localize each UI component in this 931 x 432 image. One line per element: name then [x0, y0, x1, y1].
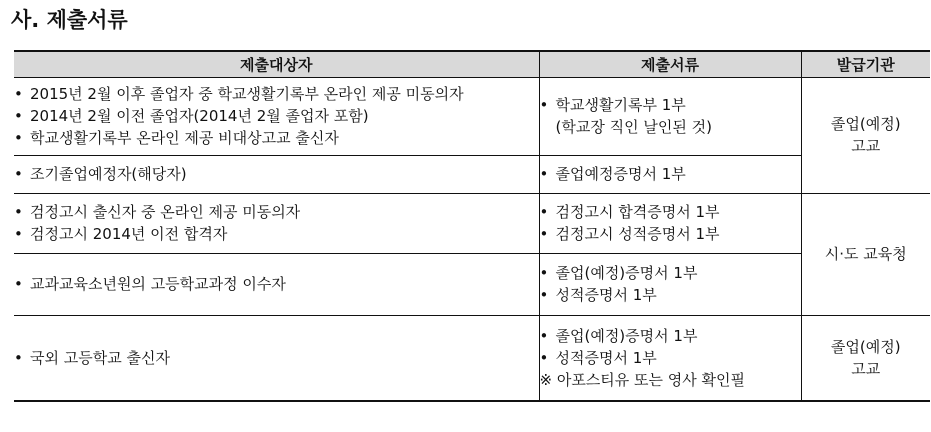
bullet: • — [14, 129, 23, 147]
table-header-row — [14, 51, 930, 77]
bullet: • — [14, 225, 23, 243]
target-item — [14, 105, 539, 127]
bullet: • — [539, 96, 549, 114]
required-documents-table — [14, 50, 930, 402]
target-item — [14, 347, 539, 369]
issuer-cell — [801, 315, 930, 401]
bullet: • — [539, 165, 549, 183]
document-text: 학교생활기록부 1부 — [555, 96, 686, 114]
document-item — [540, 201, 801, 223]
bullet: • — [539, 286, 549, 304]
document-item — [540, 325, 801, 347]
target-item — [14, 163, 539, 185]
header-target: 제출대상자 — [14, 51, 539, 77]
document-item — [540, 163, 801, 185]
issuer-text-line2: 고교 — [851, 137, 881, 155]
bullet: • — [539, 203, 549, 221]
issuer-text-line1: 졸업(예정) — [830, 337, 901, 356]
document-text: 졸업(예정)증명서 1부 — [555, 326, 698, 345]
table-row — [14, 193, 930, 253]
section-title: 사. 제출서류 — [11, 8, 128, 32]
bullet: • — [14, 85, 23, 103]
document-note — [540, 369, 801, 391]
bullet: • — [14, 203, 23, 221]
document-text: (학교장 직인 날인된 것) — [555, 118, 712, 136]
bullet: • — [539, 348, 549, 367]
target-item — [14, 273, 539, 295]
document-item — [540, 262, 801, 284]
target-item — [14, 201, 539, 223]
document-text: ※ 아포스티유 또는 영사 확인필 — [539, 370, 746, 389]
document-text: 졸업(예정)증명서 1부 — [555, 264, 698, 282]
document-note — [540, 116, 801, 138]
document-text: 검정고시 합격증명서 1부 — [555, 203, 720, 221]
issuer-cell — [801, 77, 930, 193]
bullet: • — [14, 107, 23, 125]
document-text: 졸업예정증명서 1부 — [555, 165, 686, 183]
table-row — [14, 155, 930, 193]
table-row — [14, 253, 930, 315]
target-item — [14, 83, 539, 105]
target-cell — [14, 77, 539, 155]
target-text: 교과교육소년원의 고등학교과정 이수자 — [30, 275, 286, 293]
document-item — [540, 223, 801, 245]
document-text: 성적증명서 1부 — [555, 286, 657, 304]
target-text: 2014년 2월 이전 졸업자(2014년 2월 졸업자 포함) — [30, 107, 369, 125]
bullet: • — [539, 264, 549, 282]
documents-cell — [539, 253, 801, 315]
documents-cell — [539, 193, 801, 253]
target-text: 국외 고등학교 출신자 — [30, 348, 170, 367]
table-row — [14, 315, 930, 401]
target-cell — [14, 155, 539, 193]
target-item — [14, 223, 539, 245]
bullet: • — [14, 348, 23, 367]
bullet: • — [539, 326, 549, 345]
target-text: 조기졸업예정자(해당자) — [30, 165, 187, 183]
target-text: 학교생활기록부 온라인 제공 비대상고교 출신자 — [30, 129, 339, 147]
target-text: 2015년 2월 이후 졸업자 중 학교생활기록부 온라인 제공 미동의자 — [30, 85, 464, 103]
target-cell — [14, 193, 539, 253]
target-cell — [14, 253, 539, 315]
document-item — [540, 94, 801, 116]
document-item — [540, 284, 801, 306]
target-item — [14, 127, 539, 149]
issuer-cell — [801, 193, 930, 315]
document-text: 검정고시 성적증명서 1부 — [555, 225, 720, 243]
issuer-text: 시·도 교육청 — [824, 245, 907, 263]
target-text: 검정고시 2014년 이전 합격자 — [30, 225, 228, 243]
documents-cell — [539, 315, 801, 401]
document-text: 성적증명서 1부 — [555, 348, 657, 367]
document-item — [540, 347, 801, 369]
table-row — [14, 77, 930, 155]
header-issuer: 발급기관 — [801, 51, 930, 77]
bullet: • — [14, 275, 23, 293]
issuer-text-line2: 고교 — [851, 359, 881, 378]
target-cell — [14, 315, 539, 401]
target-text: 검정고시 출신자 중 온라인 제공 미동의자 — [30, 203, 301, 221]
bullet: • — [539, 225, 549, 243]
documents-cell — [539, 77, 801, 155]
issuer-text-line1: 졸업(예정) — [830, 115, 901, 133]
bullet: • — [14, 165, 23, 183]
documents-cell — [539, 155, 801, 193]
header-documents: 제출서류 — [539, 51, 801, 77]
